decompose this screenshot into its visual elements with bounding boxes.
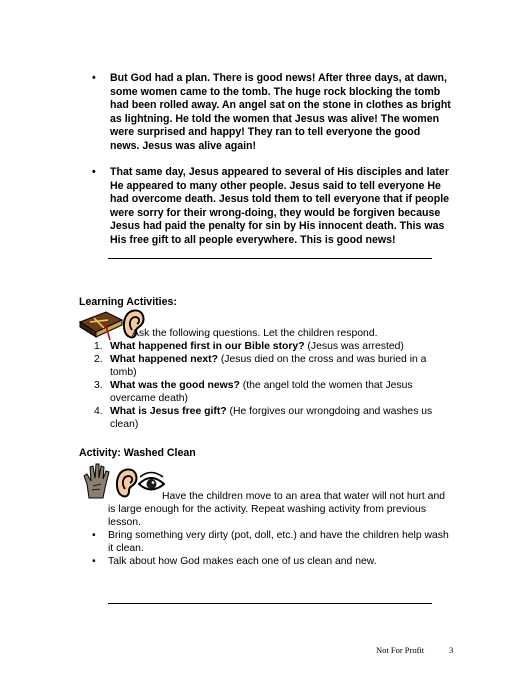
question-text: What is Jesus free gift? — [110, 406, 227, 417]
list-item: • Bring something very dirty (pot, doll, etc.) and have the children help wash it clean. — [80, 529, 452, 555]
question-text: What happened next? — [110, 354, 218, 365]
list-item: 1. What happened first in our Bible story? (Jesus was arrested) — [94, 341, 404, 352]
answer-text: (He forgives our wrongdoing and washes us clean) — [110, 406, 433, 430]
answer-text: (the angel told the women that Jesus overcame death) — [110, 380, 413, 404]
question-text: What happened first in our Bible story? — [110, 341, 305, 352]
story-section — [92, 72, 452, 260]
story-paragraph: • But God had a plan. There is good news! After three days, at dawn, some women came to the tomb. The huge rock blocking the tomb had been rolled away. An angel sat on the stone in clothes as bright as lightning. He told the women that Jesus was alive! The women were surprised and happy! They ran to tell everyone the good news. Jesus was alive again! — [92, 72, 452, 153]
list-item: 4. What is Jesus free gift? (He forgives our wrongdoing and washes us clean) — [94, 406, 433, 430]
activity-intro: Have the children move to an area that water will not hurt and is large enough for the activity. Repeat washing activity from previous lesson. — [108, 491, 446, 528]
learning-intro: Ask the following questions. Let the children respond. — [132, 328, 378, 339]
list-item: 3. What was the good news? (the angel told the women that Jesus overcame death) — [94, 380, 413, 404]
question-text: What was the good news? — [110, 380, 240, 391]
page-number: 3 — [449, 645, 454, 655]
eye-icon — [139, 473, 164, 490]
list-item: 2. What happened next? (Jesus died on the cross and was buried in a tomb) — [94, 354, 427, 378]
story-paragraph: • That same day, Jesus appeared to several of His disciples and later He appeared to many other people. Jesus said to tell everyone He had overcome death. Jesus told them to tell everyone that if people were sorry for their wrong-doing, they would be forgiven because Jesus had paid the penalty for sin by His innocent death. This was His free gift to all people everywhere. This is good news! — [92, 166, 452, 247]
activity-heading: Activity: Washed Clean — [79, 447, 196, 459]
answer-text: (Jesus was arrested) — [304, 341, 404, 352]
divider-line — [108, 603, 432, 604]
answer-text: (Jesus died on the cross and was buried in a tomb) — [110, 354, 427, 378]
bible-icon — [80, 312, 122, 340]
list-item: • Talk about how God makes each one of us clean and new. — [80, 555, 452, 568]
learning-heading: Learning Activities: — [79, 296, 177, 308]
question-list — [80, 340, 440, 431]
activity-body — [80, 490, 452, 568]
footer-text: Not For Profit — [376, 645, 425, 655]
divider-line — [108, 258, 432, 259]
